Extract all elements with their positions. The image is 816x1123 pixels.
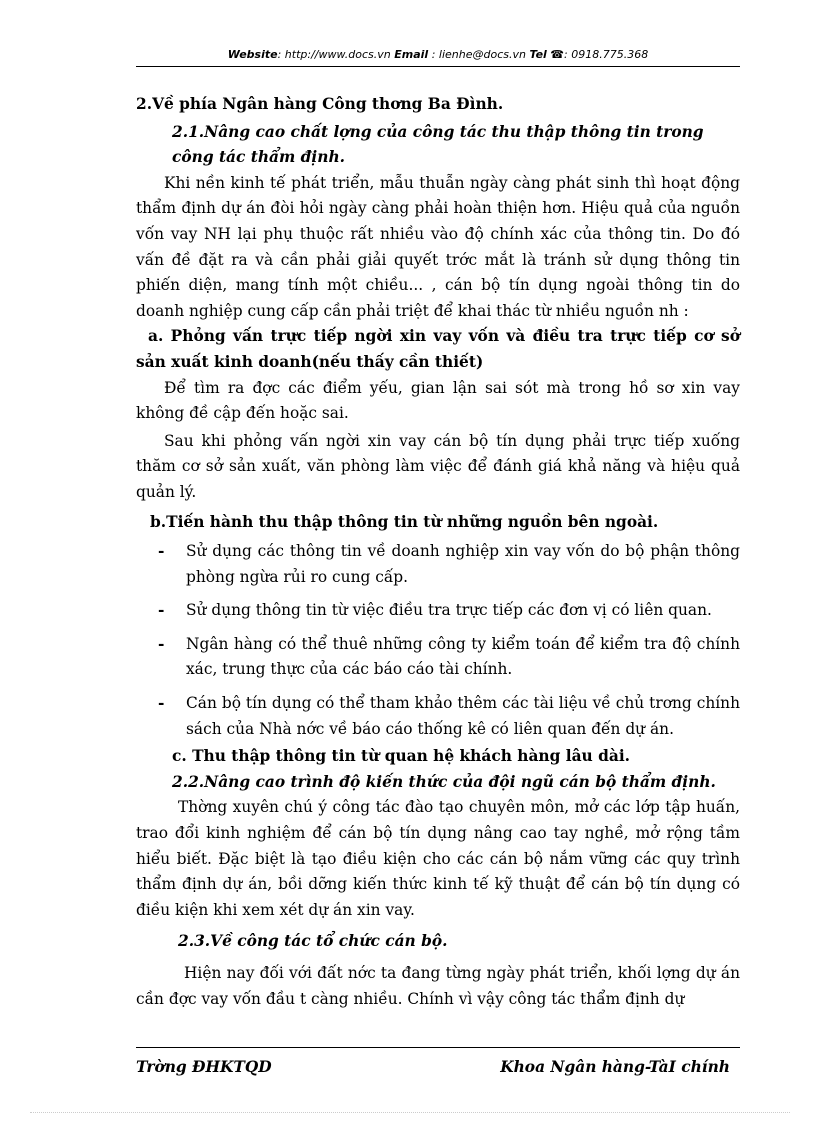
paragraph-2-2: Thờng xuyên chú ý công tác đào tạo chuyên môn, mở các lớp tập huấn, trao đổi kinh nghiệm để cán bộ tín dụng nâng cao tay nghề, mở rộng tầm hiểu biết. Đặc biệt là tạo điều kiện cho các cán bộ nắm vững các quy trình thẩm định dự án, bồi dỡng kiến thức kinh tế kỹ thuật để cán bộ tín dụng có điều kiện khi xem xét dự án xin vay. <box>136 798 740 919</box>
document-body <box>136 92 740 1012</box>
header-divider <box>136 66 740 67</box>
list-item: - Sử dụng thông tin từ việc điều tra trực tiếp các đơn vị có liên quan. <box>136 598 740 624</box>
section-heading-2-1: 2.1.Nâng cao chất lợng của công tác thu thập thông tin trong công tác thẩm định. <box>172 122 704 167</box>
paragraph-2-3: Hiện nay đối với đất nớc ta đang từng ngày phát triển, khối lợng dự án cần đợc vay vốn đầu t càng nhiều. Chính vì vậy công tác thẩm định dự <box>136 964 740 1008</box>
subheading-a: a. Phỏng vấn trực tiếp ngời xin vay vốn và điều tra trực tiếp cơ sở sản xuất kinh doanh(nếu thấy cần thiết) <box>136 327 740 371</box>
list-item: - Ngân hàng có thể thuê những công ty kiểm toán để kiểm tra độ chính xác, trung thực của các báo cáo tài chính. <box>136 632 740 683</box>
section-heading-2-2: 2.2.Nâng cao trình độ kiến thức của đội ngũ cán bộ thẩm định. <box>172 772 716 791</box>
email-value: : lienhe@docs.vn <box>428 48 530 61</box>
website-value: : http://www.docs.vn <box>277 48 395 61</box>
tel-value: : 0918.775.368 <box>564 48 649 61</box>
bullet-marker: - <box>158 601 165 620</box>
footer-right: Khoa Ngân hàng-TàI chính <box>500 1058 730 1076</box>
footer-left: Trờng ĐHKTQD <box>136 1058 272 1076</box>
phone-icon: ☎ <box>546 48 565 61</box>
paragraph-a2: Sau khi phỏng vấn ngời xin vay cán bộ tín dụng phải trực tiếp xuống thăm cơ sở sản xuất, văn phòng làm việc để đánh giá khả năng và hiệu quả quản lý. <box>136 431 740 501</box>
tel-label: Tel <box>529 48 547 61</box>
subheading-b: b.Tiến hành thu thập thông tin từ những nguồn bên ngoài. <box>150 512 659 531</box>
website-label: Website <box>227 48 278 61</box>
subheading-c: c. Thu thập thông tin từ quan hệ khách hàng lâu dài. <box>172 747 631 766</box>
bullet-list <box>136 539 740 742</box>
section-heading-2: 2.Về phía Ngân hàng Công thơng Ba Đình. <box>136 95 504 113</box>
paragraph-a1: Để tìm ra đợc các điểm yếu, gian lận sai sót mà trong hồ sơ xin vay không đề cập đến hoặc sai. <box>136 378 740 423</box>
list-item: - Sử dụng các thông tin về doanh nghiệp xin vay vốn do bộ phận thông phòng ngừa rủi ro cung cấp. <box>136 539 740 590</box>
email-label: Email <box>394 48 429 61</box>
bullet-marker: - <box>158 634 165 653</box>
section-heading-2-3: 2.3.Về công tác tổ chức cán bộ. <box>178 932 448 951</box>
page-bottom-dotted-line <box>30 1112 790 1113</box>
bullet-marker: - <box>158 542 165 561</box>
footer-divider <box>136 1047 740 1048</box>
list-item: - Cán bộ tín dụng có thể tham khảo thêm các tài liệu về chủ trơng chính sách của Nhà nớc về báo cáo thống kê có liên quan đến dự án. <box>136 691 740 742</box>
page-header <box>136 48 740 61</box>
paragraph-1: Khi nền kinh tế phát triển, mẫu thuẫn ngày càng phát sinh thì hoạt động thẩm định dự án đòi hỏi ngày càng phải hoàn thiện hơn. Hiệu quả của nguồn vốn vay NH lại phụ thuộc rất nhiều vào độ chính xác của thông tin. Do đó vấn đề đặt ra và cần phải giải quyết trớc mắt là tránh sử dụng thông tin phiến diện, mang tính một chiều... , cán bộ tín dụng ngoài thông tin do doanh nghiệp cung cấp cần phải triệt để khai thác từ nhiều nguồn nh : <box>136 173 740 320</box>
bullet-marker: - <box>158 694 165 713</box>
page-footer <box>136 1058 730 1076</box>
